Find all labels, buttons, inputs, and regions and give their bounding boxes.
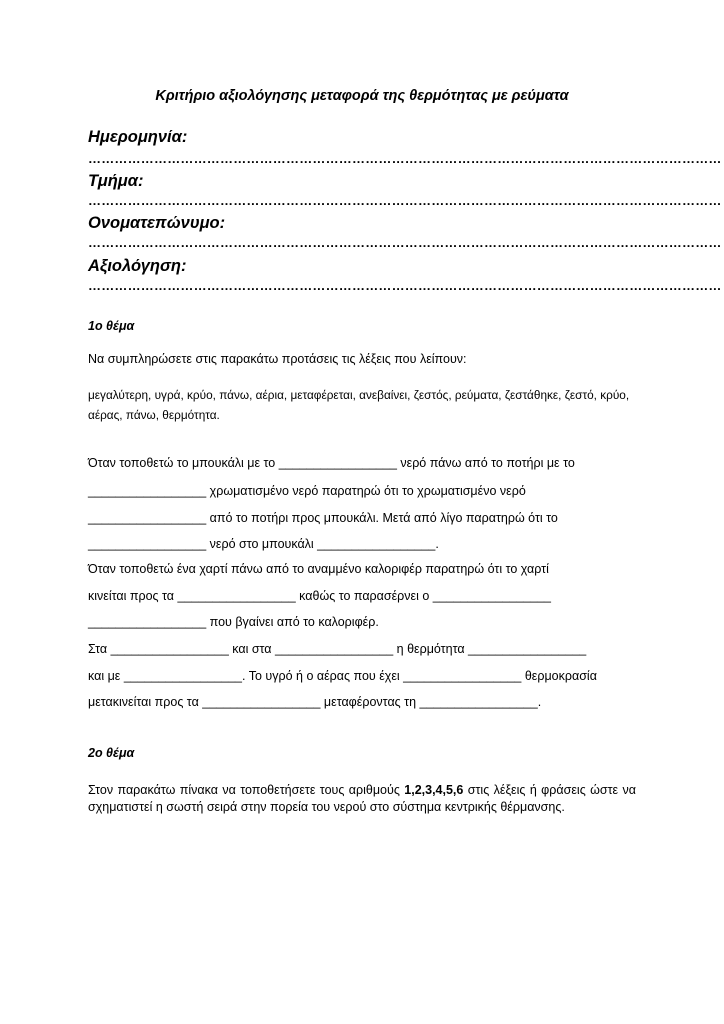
topic1-word-bank: μεγαλύτερη, υγρά, κρύο, πάνω, αέρια, μεταφέρεται, ανεβαίνει, ζεστός, ρεύματα, ζεστάθηκε, ζεστό, κρύο, αέρας, πάνω, θερμότητα. <box>88 388 630 422</box>
evaluation-label: Αξιολόγηση: <box>88 257 187 275</box>
fill-line-6: κινείται προς τα _________________ καθώς το παρασέρνει ο _________________ <box>88 589 551 603</box>
class-label: Τμήμα: <box>88 172 144 190</box>
fill-line-2: _________________ χρωματισμένο νερό παρατηρώ ότι το χρωματισμένο νερό <box>88 484 526 498</box>
topic2-heading: 2ο θέμα <box>88 746 135 760</box>
date-label: Ημερομηνία: <box>88 128 188 146</box>
fill-line-4: _________________ νερό στο μπουκάλι _________________. <box>88 537 439 551</box>
fill-line-10: μετακινείται προς τα _________________ μεταφέροντας τη _________________. <box>88 695 542 709</box>
topic2-text-before: Στον παρακάτω πίνακα να τοποθετήσετε τους αριθμούς <box>88 783 405 797</box>
topic2-numbers: 1,2,3,4,5,6 <box>404 783 464 797</box>
date-dotted-line: ……………………………………………………………………………………………………………………………… <box>88 151 722 166</box>
topic2-instruction <box>88 782 636 816</box>
topic1-heading: 1ο θέμα <box>88 319 135 333</box>
fill-line-7: _________________ που βγαίνει από το καλοριφέρ. <box>88 615 379 629</box>
full-name-label: Ονοματεπώνυμο: <box>88 214 226 232</box>
fill-line-8: Στα _________________ και στα _________________ η θερμότητα _________________ <box>88 642 587 656</box>
fill-line-5: Όταν τοποθετώ ένα χαρτί πάνω από το αναμμένο καλοριφέρ παρατηρώ ότι το χαρτί <box>88 562 549 576</box>
full-name-dotted-line: ……………………………………………………………………………………………………………………………… <box>88 235 722 250</box>
fill-line-9: και με _________________. Το υγρό ή ο αέρας που έχει _________________ θερμοκρασία <box>88 669 597 683</box>
class-dotted-line: ……………………………………………………………………………………………………………………………… <box>88 193 722 208</box>
topic2-text-after: στις λέξεις ή φράσεις ώστε να σχηματιστεί η σωστή σειρά στην πορεία του νερού στο σύστημα κεντρικής θέρμανσης. <box>88 783 636 814</box>
fill-line-1: Όταν τοποθετώ το μπουκάλι με το _________________ νερό πάνω από το ποτήρι με το <box>88 456 575 470</box>
fill-line-3: _________________ από το ποτήρι προς μπουκάλι. Μετά από λίγο παρατηρώ ότι το <box>88 511 558 525</box>
evaluation-dotted-line: ……………………………………………………………………………………………………………………………… <box>88 278 722 293</box>
topic1-instruction: Να συμπληρώσετε στις παρακάτω προτάσεις τις λέξεις που λείπουν: <box>88 352 467 366</box>
document-title: Κριτήριο αξιολόγησης μεταφορά της θερμότητας με ρεύματα <box>155 88 569 104</box>
